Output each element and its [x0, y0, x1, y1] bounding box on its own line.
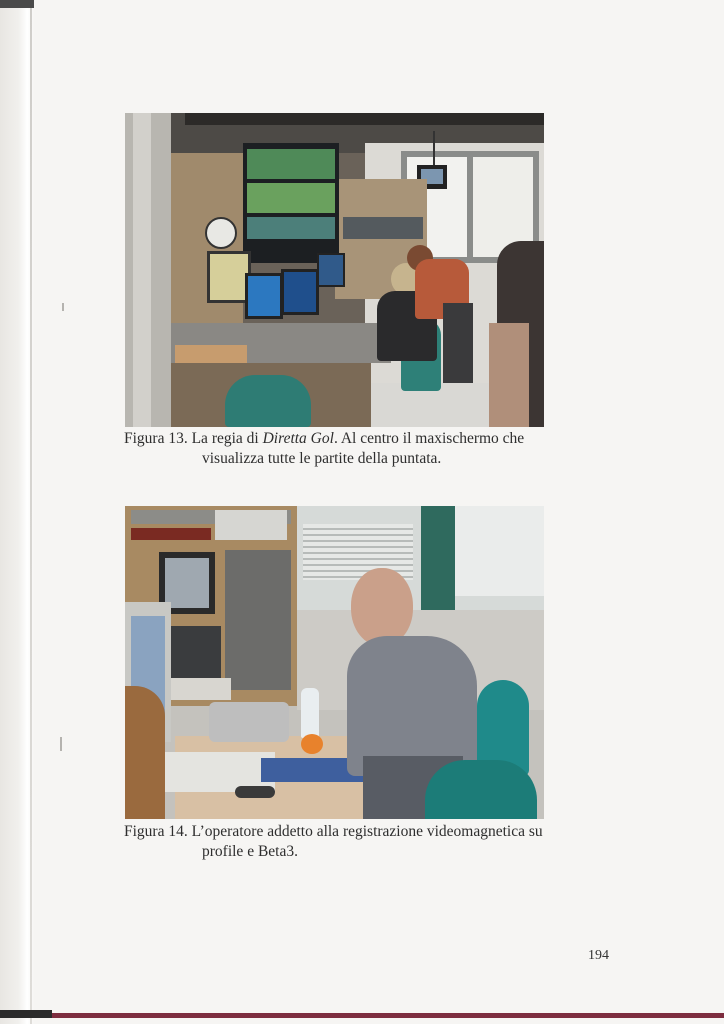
- figure-14-photo: [125, 506, 544, 819]
- binding-edge: [30, 0, 32, 1024]
- figure-13-caption-suffix: . Al centro il maxischermo che: [333, 430, 525, 447]
- figure-14-caption-line1: Figura 14. L’operatore addetto alla registrazione videomagnetica su: [124, 823, 543, 840]
- scan-speck: [60, 737, 62, 751]
- figure-13-photo: [125, 113, 544, 427]
- figure-13-caption-line2: visualizza tutte le partite della puntata.: [202, 450, 442, 467]
- bottom-scan-edge: [0, 1010, 52, 1018]
- figure-14-caption: [124, 822, 543, 862]
- page-number: 194: [588, 948, 609, 963]
- figure-14-caption-line2: profile e Beta3.: [202, 843, 298, 860]
- bottom-color-band: [0, 1013, 724, 1018]
- scan-corner-mark: [0, 0, 34, 8]
- binding-gutter: [0, 0, 34, 1024]
- figure-13-caption: [124, 429, 524, 469]
- figure-13-caption-prefix: Figura 13. La regia di: [124, 430, 263, 447]
- scan-speck: [62, 303, 64, 311]
- figure-13-caption-italic: Diretta Gol: [262, 430, 334, 447]
